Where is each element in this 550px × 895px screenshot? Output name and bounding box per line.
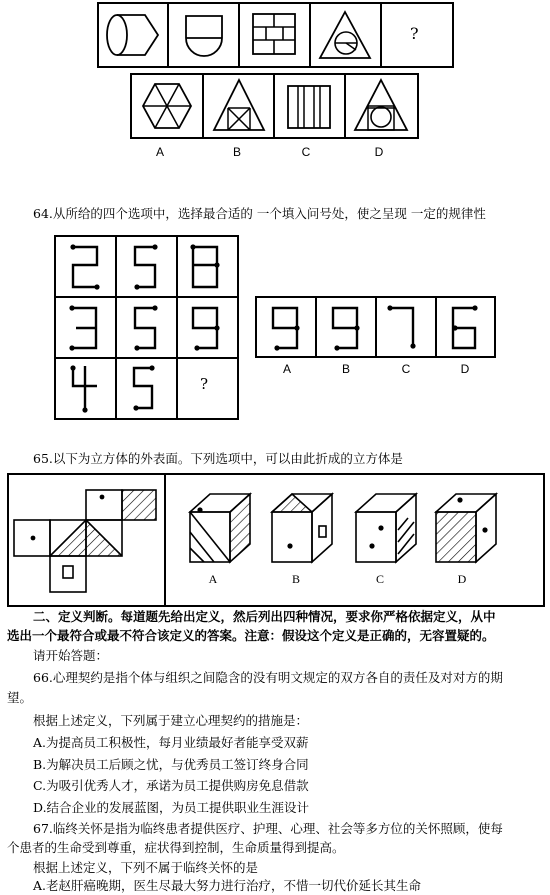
q64-option-d-label: D bbox=[460, 362, 470, 376]
q65-option-b-label: B bbox=[291, 572, 300, 586]
section2-intro-line2: 选出一个最符合或最不符合该定义的答案。注意：假设这个定义是正确的，无容置疑的。 bbox=[7, 628, 495, 643]
q64-stem: 64.从所给的四个选项中，选择最合适的 一个填入问号处，使之呈现 一定的规律性 bbox=[33, 206, 486, 221]
q67-stem-line2: 个患者的生命受到尊重，症状得到控制，生命质量得到提高。 bbox=[7, 840, 345, 855]
q65-stem: 65.以下为立方体的外表面。下列选项中，可以由此折成的立方体是 bbox=[33, 451, 403, 466]
q66-option-a: A.为提高员工积极性，每月业绩最好者能享受双薪 bbox=[33, 735, 309, 750]
q63-option-a-label: A bbox=[155, 145, 164, 159]
q66-option-c: C.为吸引优秀人才，承诺为员工提供购房免息借款 bbox=[33, 778, 309, 793]
q66-stem-line2: 望。 bbox=[7, 690, 33, 705]
q63-option-b-label: B bbox=[232, 145, 241, 159]
q63-question-mark: ? bbox=[410, 24, 419, 43]
q64-option-b-label: B bbox=[341, 362, 350, 376]
q67-stem-line1: 67.临终关怀是指为临终患者提供医疗、护理、心理、社会等多方位的关怀照顾，使每 bbox=[33, 821, 503, 836]
q65-option-a-label: A bbox=[208, 572, 218, 586]
q64-option-c-label: C bbox=[401, 362, 411, 376]
q66-option-d: D.结合企业的发展蓝图，为员工提供职业生涯设计 bbox=[33, 800, 310, 815]
q67-prompt: 根据上述定义，下列不属于临终关怀的是 bbox=[33, 860, 259, 875]
q66-prompt: 根据上述定义，下列属于建立心理契约的措施是： bbox=[33, 713, 309, 728]
q65-option-c-label: C bbox=[375, 572, 384, 586]
q65-option-d-label: D bbox=[457, 572, 467, 586]
q64-question-mark: ? bbox=[200, 375, 209, 393]
q67-option-a: A.老赵肝癌晚期，医生尽最大努力进行治疗，不惜一切代价延长其生命 bbox=[33, 878, 422, 893]
q66-stem-line1: 66.心理契约是指个体与组织之间隐含的没有明文规定的双方各自的责任及对对方的期 bbox=[33, 670, 503, 685]
q64-option-a-label: A bbox=[282, 362, 291, 376]
q63-option-c-label: C bbox=[301, 145, 311, 159]
section2-intro-line1: 二、定义判断。每道题先给出定义，然后列出四种情况，要求你严格依据定义，从中 bbox=[33, 609, 496, 624]
section2-start: 请开始答题： bbox=[33, 648, 109, 663]
q66-option-b: B.为解决员工后顾之忧，与优秀员工签订终身合同 bbox=[33, 757, 309, 772]
q63-option-d-label: D bbox=[374, 145, 384, 159]
